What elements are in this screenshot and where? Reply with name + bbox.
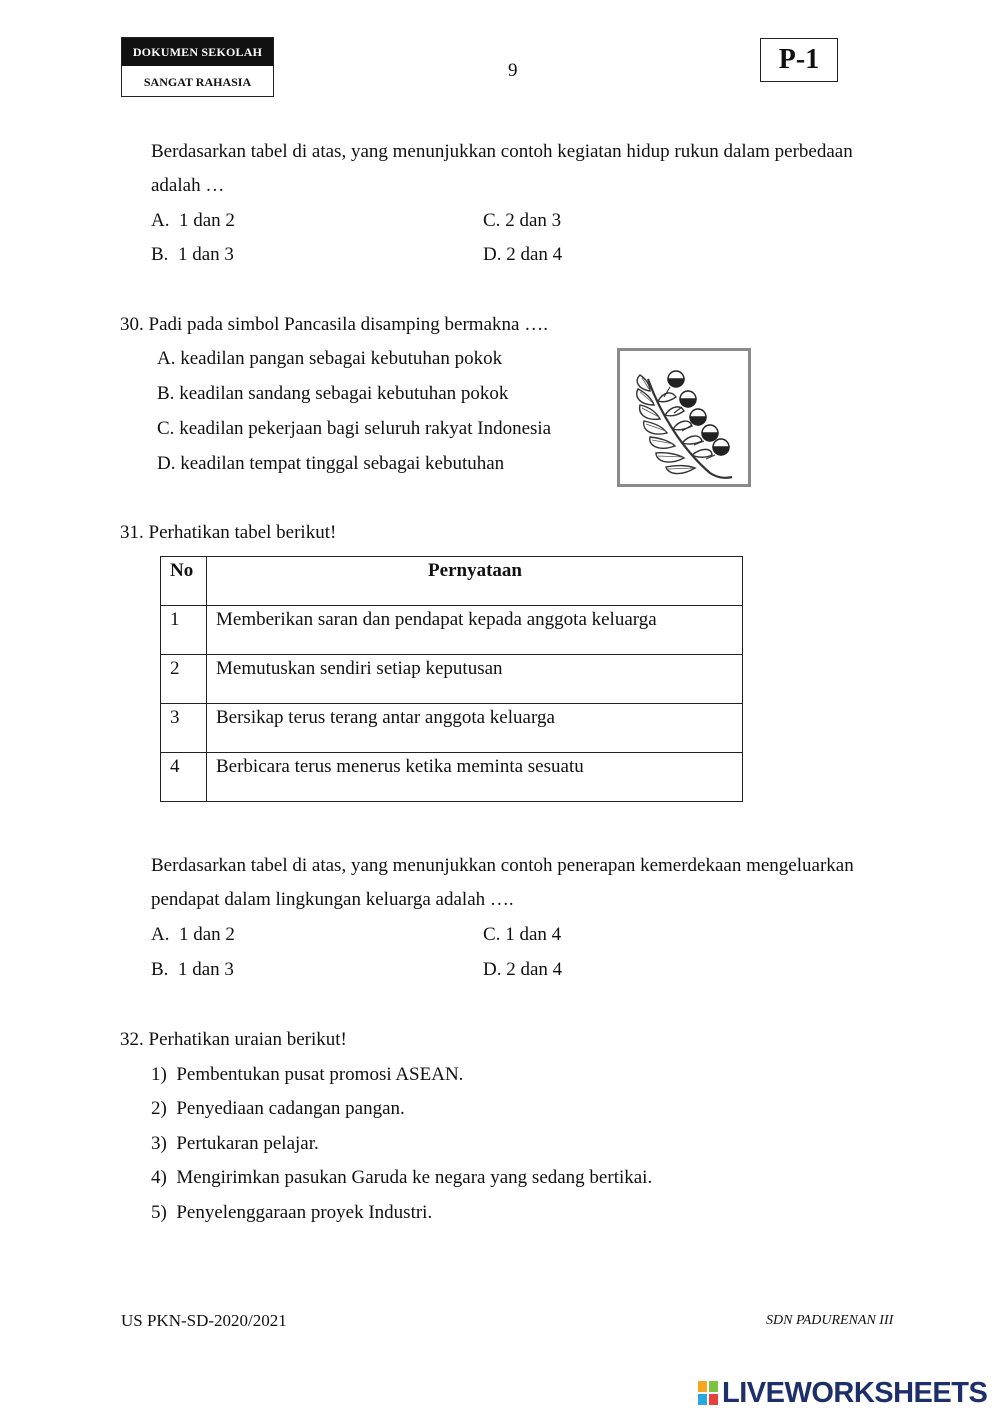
item-text: Pertukaran pelajar.: [176, 1133, 319, 1154]
header-no: No: [161, 557, 207, 606]
q31-option-c[interactable]: [483, 924, 561, 946]
watermark-text: LIVEWORKSHEETS: [722, 1376, 988, 1409]
item-text: Mengirimkan pasukan Garuda ke negara yang sedang bertikai.: [176, 1167, 653, 1188]
logo-square: [708, 1393, 719, 1406]
option-label: A.: [157, 348, 176, 369]
list-item: [151, 1133, 319, 1155]
q31-followup-line1: Berdasarkan tabel di atas, yang menunjukkan contoh penerapan kemerdekaan mengeluarkan: [151, 855, 854, 876]
table-row: [161, 753, 743, 802]
header-statement: Pernyataan: [207, 557, 743, 606]
option-label: A.: [151, 210, 170, 231]
question-number: 30.: [120, 314, 144, 335]
list-item: [151, 1098, 405, 1120]
table-row: [161, 704, 743, 753]
row-statement: Bersikap terus terang antar anggota keluarga: [207, 704, 743, 753]
q30-option-a[interactable]: [157, 348, 502, 370]
q30-question: [120, 314, 548, 336]
paper-code: P-1: [760, 38, 838, 82]
question-stem: Padi pada simbol Pancasila disamping bermakna ….: [148, 314, 548, 335]
option-text: keadilan pangan sebagai kebutuhan pokok: [180, 348, 503, 369]
row-statement: Memutuskan sendiri setiap keputusan: [207, 655, 743, 704]
option-text: 1 dan 4: [505, 924, 562, 945]
table-row: [161, 655, 743, 704]
option-text: keadilan tempat tinggal sebagai kebutuhan: [180, 453, 505, 474]
option-text: 2 dan 3: [505, 210, 562, 231]
q31-followup-line2: pendapat dalam lingkungan keluarga adalah ….: [151, 889, 514, 910]
logo-square: [697, 1393, 708, 1406]
q31-option-d[interactable]: [483, 959, 562, 981]
item-label: 3): [151, 1133, 167, 1154]
question-number: 32.: [120, 1029, 144, 1050]
option-text: 1 dan 3: [177, 959, 234, 980]
liveworksheets-watermark[interactable]: [697, 1377, 987, 1409]
footer-school-name: SDN PADURENAN III: [766, 1313, 894, 1328]
statement-table: [160, 556, 743, 802]
q29-option-b[interactable]: [151, 244, 234, 266]
option-label: D.: [483, 244, 502, 265]
row-number: 3: [161, 704, 207, 753]
option-text: 2 dan 4: [506, 244, 563, 265]
option-text: 1 dan 2: [178, 210, 235, 231]
option-label: C.: [157, 418, 175, 439]
row-number: 4: [161, 753, 207, 802]
doc-label: DOKUMEN SEKOLAH: [122, 38, 273, 66]
row-number: 2: [161, 655, 207, 704]
row-number: 1: [161, 606, 207, 655]
option-text: keadilan sandang sebagai kebutuhan pokok: [179, 383, 509, 404]
table-header-row: [161, 557, 743, 606]
q31-option-a[interactable]: [151, 924, 235, 946]
q29-stem-line1: Berdasarkan tabel di atas, yang menunjukkan contoh kegiatan hidup rukun dalam perbedaan: [151, 141, 853, 162]
option-text: 1 dan 2: [178, 924, 235, 945]
q31-option-b[interactable]: [151, 959, 234, 981]
option-text: keadilan pekerjaan bagi seluruh rakyat Indonesia: [179, 418, 552, 439]
option-label: B.: [151, 244, 169, 265]
list-item: [151, 1167, 652, 1189]
option-label: C.: [483, 924, 501, 945]
item-text: Penyediaan cadangan pangan.: [176, 1098, 405, 1119]
item-text: Penyelenggaraan proyek Industri.: [176, 1202, 433, 1223]
liveworksheets-logo-icon: [697, 1380, 719, 1406]
page-number: 9: [508, 60, 518, 81]
option-label: B.: [157, 383, 175, 404]
logo-square: [697, 1380, 708, 1393]
q30-option-c[interactable]: [157, 418, 551, 440]
q29-stem-line2: adalah …: [151, 175, 225, 196]
footer-exam-code: US PKN-SD-2020/2021: [121, 1311, 287, 1330]
q29-option-a[interactable]: [151, 210, 235, 232]
q32-question: [120, 1029, 347, 1051]
option-label: B.: [151, 959, 169, 980]
list-item: [151, 1202, 432, 1224]
document-classification-box: [121, 37, 274, 97]
item-text: Pembentukan pusat promosi ASEAN.: [176, 1064, 464, 1085]
option-label: D.: [157, 453, 176, 474]
question-stem: Perhatikan uraian berikut!: [148, 1029, 347, 1050]
q30-option-b[interactable]: [157, 383, 508, 405]
q30-option-d[interactable]: [157, 453, 504, 475]
padi-symbol-figure: [617, 348, 751, 487]
option-text: 1 dan 3: [177, 244, 234, 265]
question-stem: Perhatikan tabel berikut!: [148, 522, 337, 543]
item-label: 2): [151, 1098, 167, 1119]
question-number: 31.: [120, 522, 144, 543]
secret-label: SANGAT RAHASIA: [143, 75, 252, 89]
row-statement: Berbicara terus menerus ketika meminta sesuatu: [207, 753, 743, 802]
list-item: [151, 1064, 463, 1086]
option-label: C.: [483, 210, 501, 231]
option-label: D.: [483, 959, 502, 980]
q29-option-c[interactable]: [483, 210, 561, 232]
item-label: 5): [151, 1202, 167, 1223]
option-label: A.: [151, 924, 170, 945]
q31-question: [120, 522, 336, 544]
table-row: [161, 606, 743, 655]
item-label: 4): [151, 1167, 167, 1188]
item-label: 1): [151, 1064, 167, 1085]
logo-square: [708, 1380, 719, 1393]
row-statement: Memberikan saran dan pendapat kepada anggota keluarga: [207, 606, 743, 655]
option-text: 2 dan 4: [506, 959, 563, 980]
padi-rice-icon: [620, 351, 748, 484]
q29-option-d[interactable]: [483, 244, 562, 266]
